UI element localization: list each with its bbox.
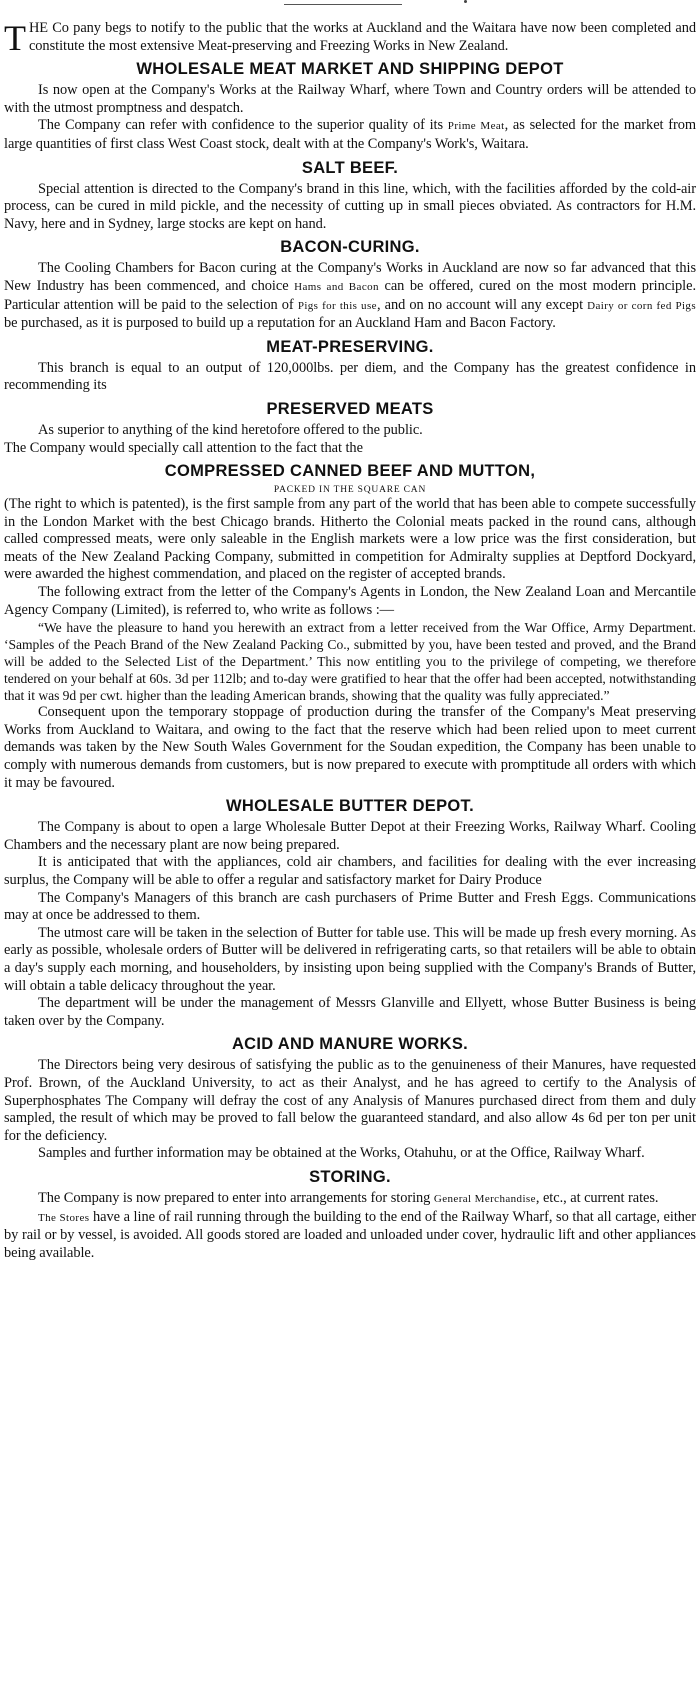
small-caps-run: General Merchandise <box>433 1192 536 1205</box>
advertisement-column <box>4 20 696 1262</box>
text-run: be purchased, as it is purposed to build up a reputation for an Auckland Ham and Bacon Factory. <box>4 315 556 332</box>
bacon-paragraph <box>4 260 696 332</box>
compressed-paragraph-3: Consequent upon the temporary stoppage of production during the transfer of the Company's Meat preserving Works from Auckland to Waitara, and owing to the fact that the reserve which had been relied upon to meet current demands was taken by the New South Wales Government for the Soudan expedition, the Company has been unable to comply with numerous demands from customers, but is now prepared to execute with promptitude all orders with which it may be favoured. <box>4 704 696 791</box>
preserved-meats-paragraph-1: As superior to anything of the kind heretofore offered to the public. <box>38 421 423 438</box>
text-run: , as selected for the market from large quantities of first class West Coast stock, dealt with at the Company's Work's, Waitara. <box>4 117 696 152</box>
heading-salt-beef: SALT BEEF. <box>301 158 399 177</box>
text-run: The Company is now prepared to enter into arrangements for storing <box>38 1189 434 1206</box>
text-run: can be offered, cured on the most modern principle. Particular attention will be paid to the selection of <box>4 277 696 313</box>
text-run: The Company can refer with confidence to the superior quality of its <box>38 117 448 134</box>
storing-paragraph-1 <box>4 1190 696 1209</box>
heading-wholesale-butter: WHOLESALE BUTTER DEPOT. <box>226 797 474 816</box>
compressed-paragraph-1: (The right to which is patented), is the first sample from any part of the world that has been able to compete successfully in the London Market with the best Chicago brands. Hitherto the Colonial meats packed in the round cans, although called compressed meats, were only saleable in the English markets were a low price was the first consideration, but meats of the New Zealand Packing Company, submitted in competition for Admiralty supplies at Deptford Dockyard, were awarded the highest commendation, and placed on the register of accepted brands. <box>4 496 696 583</box>
compressed-paragraph-2: The following extract from the letter of the Company's Agents in London, the New Zealand Loan and Mercantile Agency Company (Limited), is referred to, who write as follows :— <box>4 584 696 618</box>
acid-paragraph-2: Samples and further information may be obtained at the Works, Otahuhu, or at the Office, Railway Wharf. <box>38 1145 645 1162</box>
wholesale-meat-paragraph-2 <box>4 117 696 153</box>
butter-paragraph-4: The utmost care will be taken in the selection of Butter for table use. This will be made up fresh every morning. As early as possible, wholesale orders of Butter will be delivered in refrigerating carts, so that retailers will be able to obtain a day's supply each morning, and householders, by insisting upon being supplied with the Company's Brands of Butter, will obtain a table delicacy throughout the year. <box>4 924 696 994</box>
intro-text: HE Co pany begs to notify to the public that the works at Auckland and the Waitara have now been completed and constitute the most extensive Meat-preserving and Freezing Works in New Zealand. <box>28 20 696 54</box>
small-caps-run: The Stores <box>38 1211 90 1224</box>
butter-paragraph-5: The department will be under the management of Messrs Glanville and Ellyett, whose Butter Business is being taken over by the Company. <box>4 995 696 1029</box>
butter-paragraph-3: The Company's Managers of this branch are cash purchasers of Prime Butter and Fresh Eggs. Communications may at once be addressed to them. <box>4 889 696 924</box>
subheading-square-can: PACKED IN THE SQUARE CAN <box>273 485 427 496</box>
heading-storing: STORING. <box>309 1167 391 1186</box>
small-caps-run: Dairy or corn fed Pigs <box>587 299 696 312</box>
top-rule <box>284 4 402 5</box>
top-dot <box>464 0 467 3</box>
quote-paragraph: “We have the pleasure to hand you herewith an extract from a letter received from the War Office, Army Department. ‘Samples of the Peach Brand of the New Zealand Packing Co., submitted by you, have been tested and proved, and the Brand will be added to the Selected List of the Department.’ This now entitling you to the privilege of competing, we therefore tendered on your behalf at 60s. 3d per 112lb; and to-day were gratified to hear that the offer had been accepted, notwithstanding that it was 9d per cwt. higher than the leading American brands, showing that the quality was fully appreciated.” <box>4 620 696 704</box>
preserved-meats-paragraph-2: The Company would specially call attention to the fact that the <box>4 439 363 456</box>
newspaper-page <box>4 0 696 1704</box>
small-caps-run: Pigs for this use <box>297 299 377 312</box>
drop-cap: T <box>4 18 26 58</box>
war-office-quote <box>4 619 696 704</box>
intro-paragraph <box>4 18 696 58</box>
meat-preserving-paragraph: This branch is equal to an output of 120,000lbs. per diem, and the Company has the greatest confidence in recommending its <box>4 359 696 394</box>
acid-paragraph-1: The Directors being very desirous of satisfying the public as to the genuineness of their Manures, have requested Prof. Brown, of the Auckland University, to act as their Analyst, and he has agreed to certify to the Analysis of Superphosphates The Company will defray the cost of any Analysis of Manures purchased direct from them and duly sampled, the result of which may be proved to fall below the guaranteed standard, and also allow 4s 6d per ton per unit for the deficiency. <box>4 1057 696 1144</box>
text-run: , etc., at current rates. <box>535 1189 659 1206</box>
heading-acid-manure: ACID AND MANURE WORKS. <box>231 1035 469 1054</box>
heading-preserved-meats: PRESERVED MEATS <box>266 399 434 418</box>
wholesale-meat-paragraph-1: Is now open at the Company's Works at the Railway Wharf, where Town and Country orders will be attended to with the utmost promptness and despatch. <box>4 82 696 116</box>
text-run: The Cooling Chambers for Bacon curing at the Company's Works in Auckland are now so far advanced that this New Industry has been commenced, and choice <box>4 260 696 294</box>
heading-meat-preserving: MEAT-PRESERVING. <box>266 337 434 356</box>
heading-compressed-canned: COMPRESSED CANNED BEEF AND MUTTON, <box>164 462 536 481</box>
heading-wholesale-meat: WHOLESALE MEAT MARKET AND SHIPPING DEPOT <box>136 60 564 79</box>
salt-beef-paragraph: Special attention is directed to the Company's brand in this line, which, with the facilities afforded by the cold-air process, can be cured in mild pickle, and the necessity of cutting up in small pieces obviated. As contractors for H.M. Navy, here and in Sydney, large stocks are kept on hand. <box>4 180 696 232</box>
heading-bacon-curing: BACON-CURING. <box>280 238 420 257</box>
text-run: have a line of rail running through the building to the end of the Railway Wharf, so that all cartage, either by rail or by vessel, is avoided. All goods stored are loaded and unloaded under cover, hydraulic lift and other appliances being available. <box>4 1208 696 1261</box>
storing-paragraph-2 <box>4 1209 696 1263</box>
butter-paragraph-2: It is anticipated that with the appliances, cold air chambers, and facilities for dealing with the ever increasing surplus, the Company will be able to offer a regular and satisfactory market for Dairy Produce <box>4 854 696 888</box>
text-run: , and on no account will any except <box>376 296 588 313</box>
butter-paragraph-1: The Company is about to open a large Wholesale Butter Depot at their Freezing Works, Railway Wharf. Cooling Chambers and the necessary plant are now being prepared. <box>4 819 696 853</box>
small-caps-run: Hams and Bacon <box>294 280 379 293</box>
small-caps-run: Prime Meat <box>447 120 505 133</box>
